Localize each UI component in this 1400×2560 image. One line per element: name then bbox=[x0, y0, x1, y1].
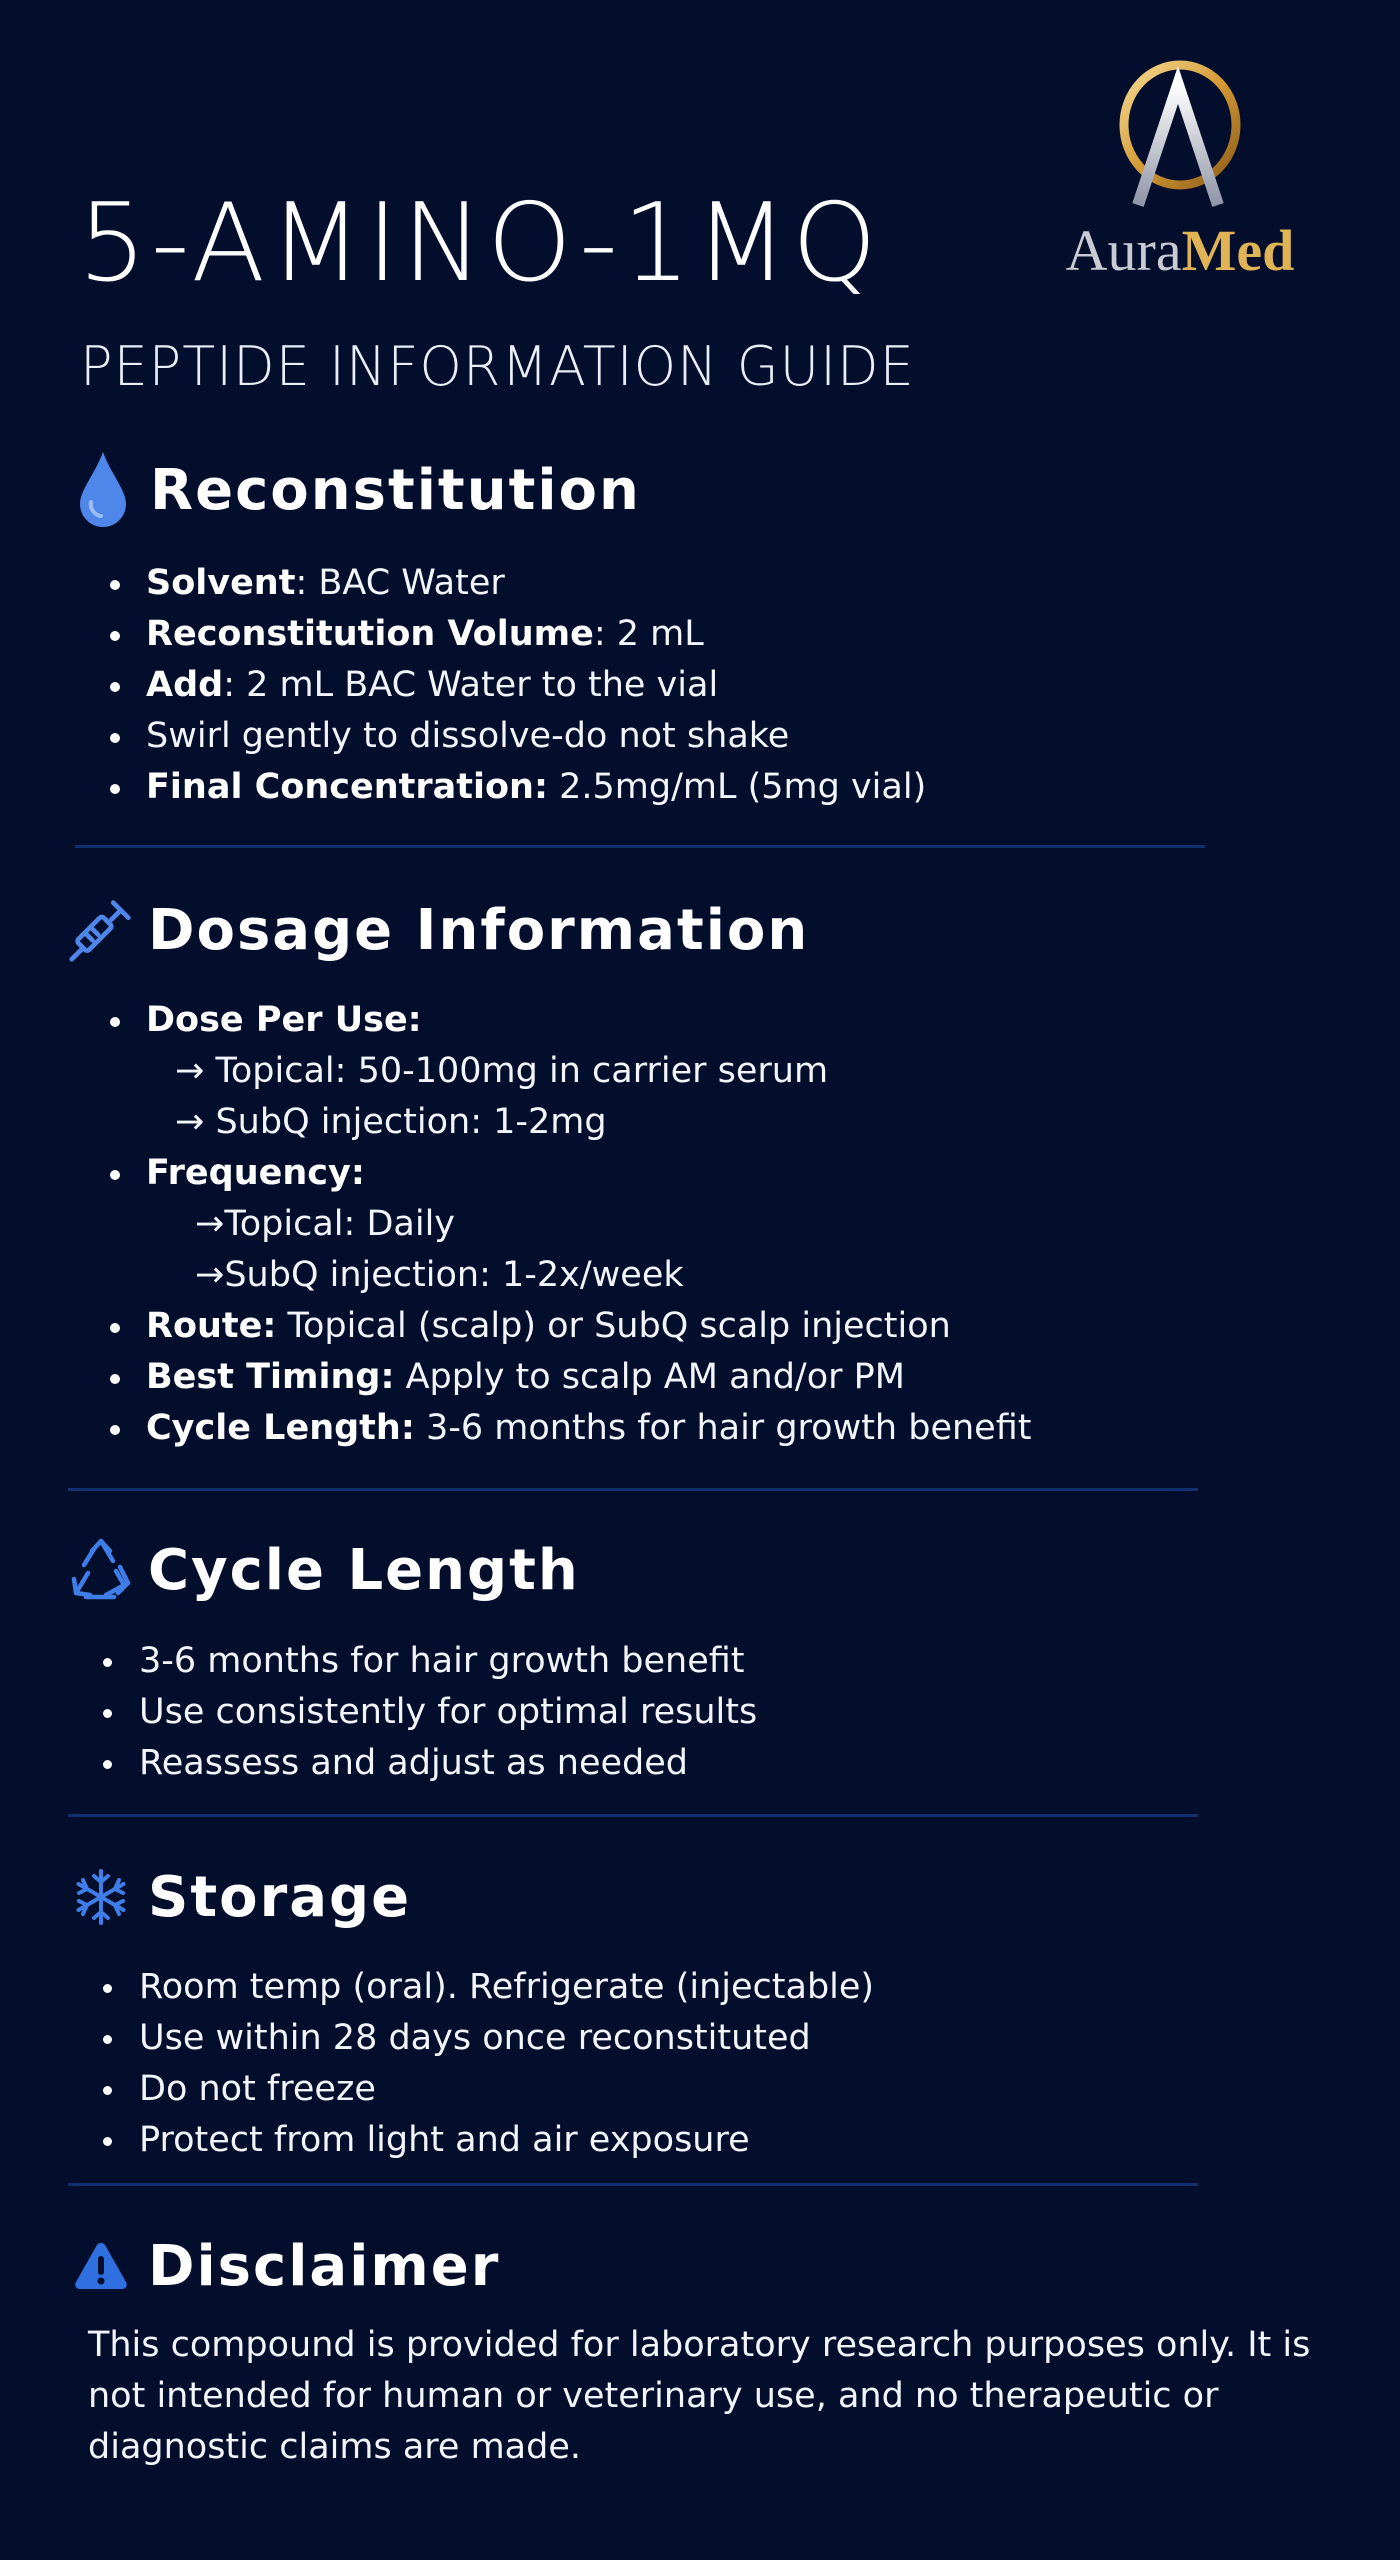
item-label: Add bbox=[146, 665, 224, 705]
list-item bbox=[110, 660, 926, 711]
dosage-list bbox=[110, 1301, 1031, 1454]
freq-topical: →Topical: Daily bbox=[195, 1204, 456, 1244]
item-text: BAC Water bbox=[318, 563, 505, 603]
list-item bbox=[110, 609, 926, 660]
cycle-list bbox=[103, 1636, 757, 1789]
section-divider bbox=[75, 845, 1205, 848]
item-text: 2 mL BAC Water to the vial bbox=[246, 665, 719, 705]
storage-list bbox=[103, 1962, 874, 2166]
timing-label: Best Timing: bbox=[146, 1357, 395, 1397]
page-title: 5-AMINO-1MQ bbox=[78, 181, 881, 306]
item-label: Final Concentration: bbox=[146, 767, 548, 807]
list-item: Reassess and adjust as needed bbox=[103, 1738, 757, 1789]
item-separator bbox=[548, 767, 559, 807]
aura-med-logo bbox=[1030, 55, 1330, 285]
list-item bbox=[110, 1403, 1031, 1454]
logo-wordmark bbox=[1030, 217, 1330, 284]
cycle-length-label: Cycle Length: bbox=[146, 1408, 415, 1448]
dose-subq: → SubQ injection: 1-2mg bbox=[175, 1102, 607, 1142]
recycle-icon bbox=[68, 1535, 134, 1605]
reconstitution-title: Reconstitution bbox=[150, 457, 641, 523]
list-item: Use consistently for optimal results bbox=[103, 1687, 757, 1738]
disclaimer-text: This compound is provided for laboratory research purposes only. It is not intended for human or veterinary use, and no therapeutic or diagnostic claims are made. bbox=[88, 2325, 1311, 2467]
list-item bbox=[110, 558, 926, 609]
list-item: Do not freeze bbox=[103, 2064, 874, 2115]
item-separator: : bbox=[593, 614, 617, 654]
dosage-list bbox=[110, 1148, 365, 1199]
item-text: Swirl gently to dissolve-do not shake bbox=[146, 716, 790, 756]
section-divider bbox=[68, 2183, 1198, 2186]
dosage-list bbox=[110, 995, 422, 1046]
syringe-icon bbox=[68, 895, 134, 965]
storage-title: Storage bbox=[148, 1864, 412, 1930]
storage-header bbox=[68, 1857, 411, 1937]
item-text: 2.5mg/mL (5mg vial) bbox=[559, 767, 927, 807]
logo-emblem-icon bbox=[1030, 55, 1330, 215]
reconstitution-header bbox=[70, 450, 641, 530]
list-item bbox=[110, 1352, 1031, 1403]
dose-label: Dose Per Use: bbox=[146, 1000, 422, 1040]
list-item bbox=[110, 711, 926, 762]
droplet-icon bbox=[70, 455, 136, 525]
logo-word-aura: Aura bbox=[1065, 218, 1182, 283]
warning-icon bbox=[68, 2231, 134, 2301]
cycle-length-text: 3-6 months for hair growth benefit bbox=[414, 1408, 1032, 1448]
list-item bbox=[110, 1301, 1031, 1352]
list-item: Protect from light and air exposure bbox=[103, 2115, 874, 2166]
reconstitution-list bbox=[110, 558, 926, 813]
list-item: Use within 28 days once reconstituted bbox=[103, 2013, 874, 2064]
cycle-title: Cycle Length bbox=[148, 1537, 580, 1603]
disclaimer-title: Disclaimer bbox=[148, 2233, 501, 2299]
item-separator: : bbox=[223, 665, 247, 705]
route-text: Topical (scalp) or SubQ scalp injection bbox=[276, 1306, 951, 1346]
item-label: Solvent bbox=[146, 563, 296, 603]
freq-subq: →SubQ injection: 1-2x/week bbox=[195, 1255, 684, 1295]
list-item bbox=[110, 762, 926, 813]
frequency-label: Frequency: bbox=[146, 1153, 365, 1193]
dose-topical: → Topical: 50-100mg in carrier serum bbox=[175, 1051, 829, 1091]
snowflake-icon bbox=[68, 1862, 134, 1932]
logo-word-med: Med bbox=[1181, 218, 1295, 283]
section-divider bbox=[68, 1488, 1198, 1491]
page-subtitle: PEPTIDE INFORMATION GUIDE bbox=[80, 335, 915, 398]
list-item bbox=[110, 995, 422, 1046]
item-label: Reconstitution Volume bbox=[146, 614, 594, 654]
item-separator: : bbox=[295, 563, 319, 603]
section-divider bbox=[68, 1814, 1198, 1817]
list-item: 3-6 months for hair growth benefit bbox=[103, 1636, 757, 1687]
dosage-header bbox=[68, 890, 809, 970]
route-label: Route: bbox=[146, 1306, 277, 1346]
timing-text: Apply to scalp AM and/or PM bbox=[394, 1357, 905, 1397]
list-item: Room temp (oral). Refrigerate (injectable) bbox=[103, 1962, 874, 2013]
disclaimer-header bbox=[68, 2226, 500, 2306]
item-text: 2 mL bbox=[616, 614, 704, 654]
dosage-title: Dosage Information bbox=[148, 897, 810, 963]
list-item bbox=[110, 1148, 365, 1199]
cycle-header bbox=[68, 1530, 580, 1610]
